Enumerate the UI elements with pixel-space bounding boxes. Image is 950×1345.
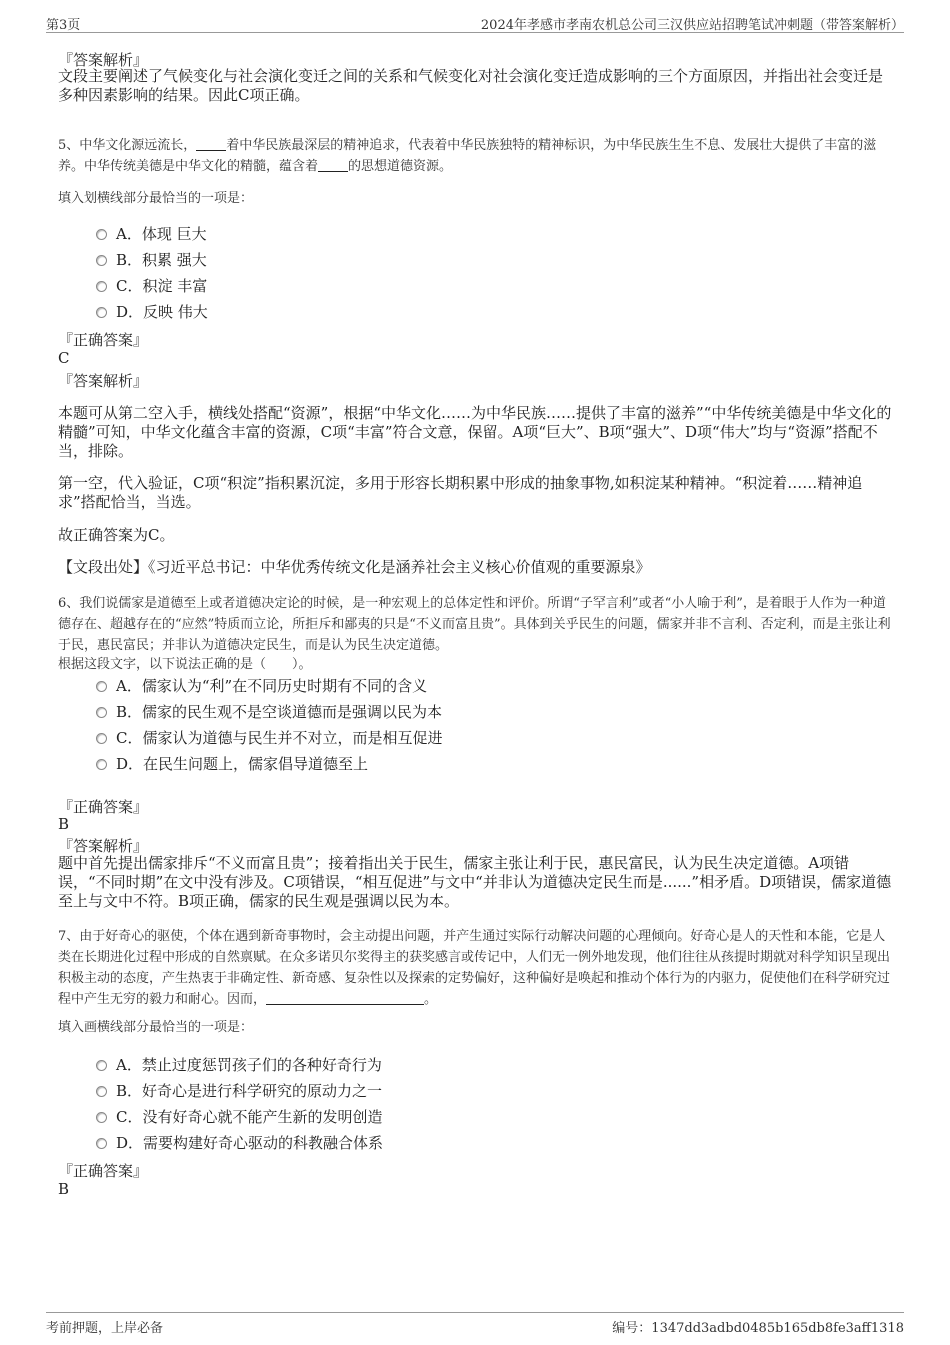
q7-answer: B bbox=[58, 1180, 70, 1198]
q5-prompt: 填入划横线部分最恰当的一项是： bbox=[58, 191, 254, 206]
q5-blank-2 bbox=[318, 158, 348, 172]
q6-stem: 6、我们说儒家是道德至上或者道德决定论的时候，是一种宏观上的总体定性和评价。所谓“子罕言利”或者“小人喻于利”，是着眼于人作为一种道德存在、超越存在的“应然”特质而立论，所拒斥和鄙夷的只是“不义而富且贵”。具体到关乎民生的问题，儒家并非不言利、否定利，而是主张让利于民，惠民富民；并非认为道德决定民生，而是认为民生决定道德。 bbox=[58, 596, 891, 653]
q5-stem bbox=[58, 135, 892, 177]
q7-stem bbox=[58, 926, 892, 1010]
q7-prompt: 填入画横线部分最恰当的一项是： bbox=[58, 1020, 254, 1035]
option-text: 儒家的民生观不是空谈道德而是强调以民为本 bbox=[142, 703, 443, 721]
q5-option-b[interactable] bbox=[96, 250, 207, 270]
q5-source bbox=[58, 558, 892, 577]
q7-answer-label: 『正确答案』 bbox=[58, 1162, 149, 1180]
document-title: 2024年孝感市孝南农机总公司三汉供应站招聘笔试冲刺题（带答案解析） bbox=[480, 18, 904, 33]
q7-option-d[interactable] bbox=[96, 1133, 383, 1153]
q7-option-c[interactable] bbox=[96, 1107, 383, 1127]
document-code bbox=[612, 1317, 904, 1336]
document-code-value: 1347dd3adbd0485b165db8fe3aff1318 bbox=[651, 1321, 904, 1336]
q5-option-c[interactable] bbox=[96, 276, 207, 296]
option-key: C． bbox=[116, 1108, 143, 1126]
option-key: A． bbox=[116, 677, 142, 695]
q5-analysis-label: 『答案解析』 bbox=[58, 372, 149, 390]
option-key: A． bbox=[116, 1056, 142, 1074]
radio-icon[interactable] bbox=[96, 1112, 107, 1123]
radio-icon[interactable] bbox=[96, 1138, 107, 1149]
option-text: 积淀 丰富 bbox=[142, 277, 208, 295]
footer-slogan: 考前押题，上岸必备 bbox=[46, 1321, 164, 1336]
q6-prompt: 根据这段文字，以下说法正确的是（ ）。 bbox=[58, 657, 312, 672]
q6-option-c[interactable] bbox=[96, 728, 443, 748]
option-text: 需要构建好奇心驱动的科教融合体系 bbox=[143, 1134, 384, 1152]
option-text: 没有好奇心就不能产生新的发明创造 bbox=[142, 1108, 383, 1126]
radio-icon[interactable] bbox=[96, 255, 107, 266]
q6-analysis-label: 『答案解析』 bbox=[58, 837, 149, 855]
q6-answer-label: 『正确答案』 bbox=[58, 798, 149, 816]
option-key: B． bbox=[116, 1082, 143, 1100]
radio-icon[interactable] bbox=[96, 681, 107, 692]
option-text: 体现 巨大 bbox=[141, 225, 207, 243]
q6-analysis: 题中首先提出儒家排斥“不义而富且贵”；接着指出关于民生，儒家主张让利于民，惠民富民，认为民生决定道德。A项错误，“不同时期”在文中没有涉及。C项错误，“相互促进”与文中“并非认为道德决定民生而是......”相矛盾。D项错误，儒家道德至上与文中不符。B项正确，儒家的民生观是强调以民为本。 bbox=[58, 854, 892, 910]
q5-answer: C bbox=[58, 349, 70, 367]
option-text: 在民生问题上，儒家倡导道德至上 bbox=[143, 755, 369, 773]
page-footer bbox=[46, 1312, 904, 1336]
document-code-label: 编号： bbox=[612, 1321, 652, 1336]
option-text: 积累 强大 bbox=[142, 251, 207, 269]
page-header bbox=[46, 14, 904, 33]
option-key: A． bbox=[116, 225, 142, 243]
q6-option-d[interactable] bbox=[96, 754, 368, 774]
q6-option-a[interactable] bbox=[96, 676, 427, 696]
radio-icon[interactable] bbox=[96, 281, 107, 292]
q7-option-b[interactable] bbox=[96, 1081, 382, 1101]
q5-analysis-1: 本题可从第二空入手，横线处搭配“资源”，根据“中华文化……为中华民族……提供了丰富的滋养”“中华传统美德是中华文化的精髓”可知，中华文化蕴含丰富的资源，C项“丰富”符合文意，保留。A项“巨大”、B项“强大”、D项“伟大”均与“资源”搭配不当，排除。 bbox=[58, 404, 892, 460]
prev-analysis-label: 『答案解析』 bbox=[58, 51, 149, 69]
radio-icon[interactable] bbox=[96, 229, 107, 240]
option-key: D． bbox=[116, 755, 144, 773]
option-text: 儒家认为“利”在不同历史时期有不同的含义 bbox=[141, 677, 428, 695]
option-key: B． bbox=[116, 703, 143, 721]
q7-stem-a: 7、由于好奇心的驱使，个体在遇到新奇事物时，会主动提出问题，并产生通过实际行动解决问题的心理倾向。好奇心是人的天性和本能，它是人类在长期进化过程中形成的自然禀赋。在众多诺贝尔奖得主的获奖感言或传记中，人们无一例外地发现，他们往往从孩提时期就对科学知识呈现出积极主动的态度，产生热衷于非确定性、新奇感、复杂性以及探索的定势偏好，这种偏好是唤起和推动个体行为的内驱力，促使他们在科学研究过程中产生无穷的毅力和耐心。因而， bbox=[58, 929, 891, 1007]
q6-option-b[interactable] bbox=[96, 702, 442, 722]
option-text: 反映 伟大 bbox=[143, 303, 208, 321]
q5-source-label: 【文段出处】 bbox=[58, 558, 149, 576]
option-text: 儒家认为道德与民生并不对立，而是相互促进 bbox=[142, 729, 443, 747]
page-number: 第3页 bbox=[46, 18, 81, 33]
q7-stem-b: 。 bbox=[424, 992, 438, 1007]
radio-icon[interactable] bbox=[96, 1086, 107, 1097]
radio-icon[interactable] bbox=[96, 1060, 107, 1071]
q5-option-d[interactable] bbox=[96, 302, 208, 322]
radio-icon[interactable] bbox=[96, 759, 107, 770]
q5-source-text: 《习近平总书记：中华优秀传统文化是涵养社会主义核心价值观的重要源泉》 bbox=[148, 558, 651, 576]
q5-answer-label: 『正确答案』 bbox=[58, 331, 149, 349]
radio-icon[interactable] bbox=[96, 733, 107, 744]
option-key: D． bbox=[116, 303, 144, 321]
prev-analysis-text: 文段主要阐述了气候变化与社会演化变迁之间的关系和气候变化对社会演化变迁造成影响的三个方面原因，并指出社会变迁是多种因素影响的结果。因此C项正确。 bbox=[58, 67, 884, 104]
option-key: C． bbox=[116, 729, 143, 747]
q5-stem-a: 5、中华文化源远流长， bbox=[58, 138, 197, 153]
q5-analysis-3: 故正确答案为C。 bbox=[58, 526, 175, 544]
option-key: B． bbox=[116, 251, 143, 269]
q7-blank bbox=[266, 991, 424, 1005]
option-key: D． bbox=[116, 1134, 144, 1152]
q5-option-a[interactable] bbox=[96, 224, 207, 244]
q5-stem-b: 着中华民族最深层的精神追求，代表着中华民族独特的精神标识，为中华民族生生不息、发展壮大提供了丰富的滋养。中华传统美德是中华文化的精髓，蕴含着 bbox=[58, 138, 877, 174]
radio-icon[interactable] bbox=[96, 307, 107, 318]
q7-option-a[interactable] bbox=[96, 1055, 382, 1075]
radio-icon[interactable] bbox=[96, 707, 107, 718]
option-text: 好奇心是进行科学研究的原动力之一 bbox=[142, 1082, 383, 1100]
q5-blank-1 bbox=[196, 137, 226, 151]
q5-stem-c: 的思想道德资源。 bbox=[348, 159, 453, 174]
q6-answer: B bbox=[58, 815, 70, 833]
option-key: C． bbox=[116, 277, 143, 295]
option-text: 禁止过度惩罚孩子们的各种好奇行为 bbox=[141, 1056, 382, 1074]
q5-analysis-2: 第一空，代入验证，C项“积淀”指积累沉淀，多用于形容长期积累中形成的抽象事物,如积淀某种精神。“积淀着……精神追求”搭配恰当，当选。 bbox=[58, 474, 863, 511]
